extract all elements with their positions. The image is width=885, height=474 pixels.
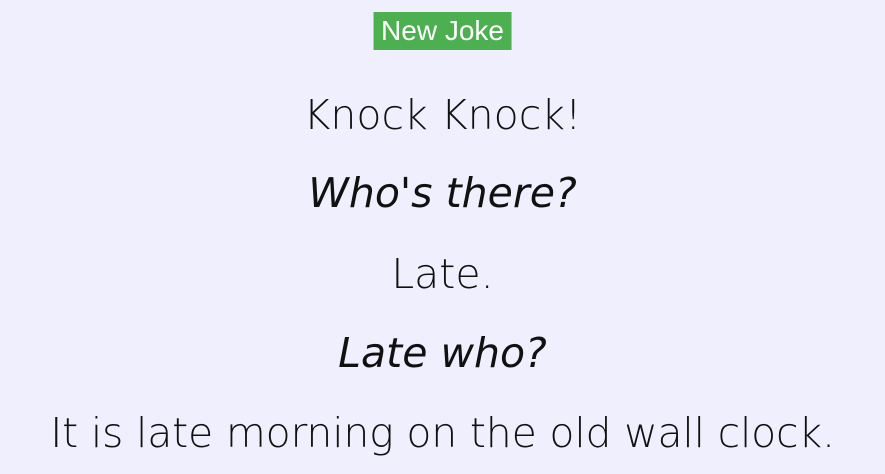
joke-setup: Knock Knock! [303, 91, 582, 139]
joke-response-whos-there: Who's there? [308, 169, 577, 217]
joke-punchline: It is late morning on the old wall clock. [50, 409, 835, 457]
joke-name: Late. [391, 250, 494, 298]
joke-response-who: Late who? [338, 329, 547, 377]
new-joke-button[interactable]: New Joke [373, 12, 512, 50]
